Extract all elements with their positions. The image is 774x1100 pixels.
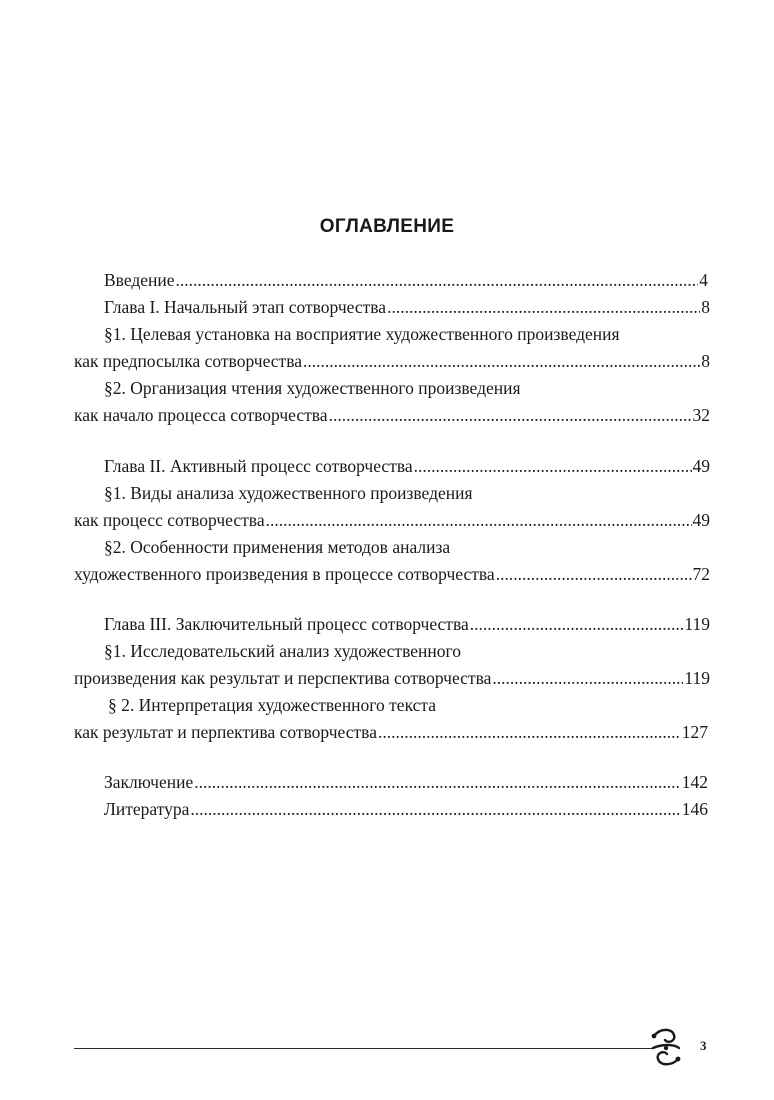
toc-entry-chapter-2	[104, 454, 710, 478]
toc-leader-dots	[470, 612, 684, 636]
toc-leader-dots	[387, 295, 700, 319]
toc-section-3-2-line-2	[74, 720, 708, 744]
toc-section-3-2-line-1: § 2. Интерпретация художественного текста	[108, 695, 437, 715]
toc-leader-dots	[303, 349, 700, 373]
toc-leader-dots	[194, 770, 681, 794]
toc-entry-chapter-3	[104, 612, 710, 636]
toc-page-number: 72	[692, 564, 710, 584]
toc-page-number: 8	[701, 297, 710, 317]
toc-leader-dots	[414, 454, 692, 478]
toc-page-number: 49	[692, 456, 710, 476]
footer-rule	[74, 1048, 652, 1049]
toc-entry-text: Глава II. Активный процесс сотворчества	[104, 456, 413, 476]
toc-section-3-1-line-1: §1. Исследовательский анализ художественного	[104, 641, 461, 661]
toc-entry-text: как предпосылка сотворчества	[74, 351, 302, 371]
toc-section-2-2-line-2	[74, 562, 710, 586]
toc-page-number: 32	[692, 405, 710, 425]
toc-page-number: 4	[699, 270, 708, 290]
toc-leader-dots	[378, 720, 681, 744]
toc-entry-text: художественного произведения в процессе сотворчества	[74, 564, 495, 584]
toc-entry-conclusion	[104, 770, 708, 794]
toc-page-number: 8	[701, 351, 710, 371]
toc-leader-dots	[190, 797, 680, 821]
toc-entry-text: Глава III. Заключительный процесс сотворчества	[104, 614, 469, 634]
toc-entry-text: как результат и перпектива сотворчества	[74, 722, 377, 742]
toc-section-1-1-line-2	[74, 349, 710, 373]
page-title: ОГЛАВЛЕНИЕ	[319, 216, 455, 237]
toc-entry-text: произведения как результат и перспектива сотворчества	[74, 668, 492, 688]
fleuron-ornament-icon	[648, 1026, 684, 1068]
toc-page-number: 142	[681, 772, 708, 792]
toc-section-3-1-line-2	[74, 666, 710, 690]
toc-entry-text: Глава I. Начальный этап сотворчества	[104, 297, 387, 317]
toc-entry-intro	[104, 268, 708, 292]
toc-section-2-1-line-2	[74, 508, 710, 532]
toc-section-1-1-line-1: §1. Целевая установка на восприятие художественного произведения	[104, 324, 620, 344]
toc-page-number: 119	[684, 668, 710, 688]
toc-entry-text: Литература	[104, 799, 190, 819]
toc-leader-dots	[329, 403, 692, 427]
toc-entry-text: как процесс сотворчества	[74, 510, 265, 530]
toc-leader-dots	[496, 562, 692, 586]
toc-section-2-2-line-1: §2. Особенности применения методов анализа	[104, 537, 451, 557]
toc-leader-dots	[266, 508, 692, 532]
toc-leader-dots	[176, 268, 699, 292]
toc-section-1-2-line-2	[74, 403, 710, 427]
page-number: 3	[700, 1038, 707, 1053]
toc-entry-text: как начало процесса сотворчества	[74, 405, 328, 425]
toc-leader-dots	[492, 666, 683, 690]
toc-page-number: 49	[692, 510, 710, 530]
toc-entry-literature	[104, 797, 708, 821]
toc-entry-chapter-1	[104, 295, 710, 319]
toc-entry-text: Заключение	[104, 772, 194, 792]
toc-section-1-2-line-1: §2. Организация чтения художественного произведения	[104, 378, 521, 398]
toc-section-2-1-line-1: §1. Виды анализа художественного произведения	[104, 483, 473, 503]
toc-page-number: 146	[681, 799, 708, 819]
toc-page-number: 119	[684, 614, 710, 634]
toc-page-number: 127	[681, 722, 708, 742]
toc-entry-text: Введение	[104, 270, 175, 290]
